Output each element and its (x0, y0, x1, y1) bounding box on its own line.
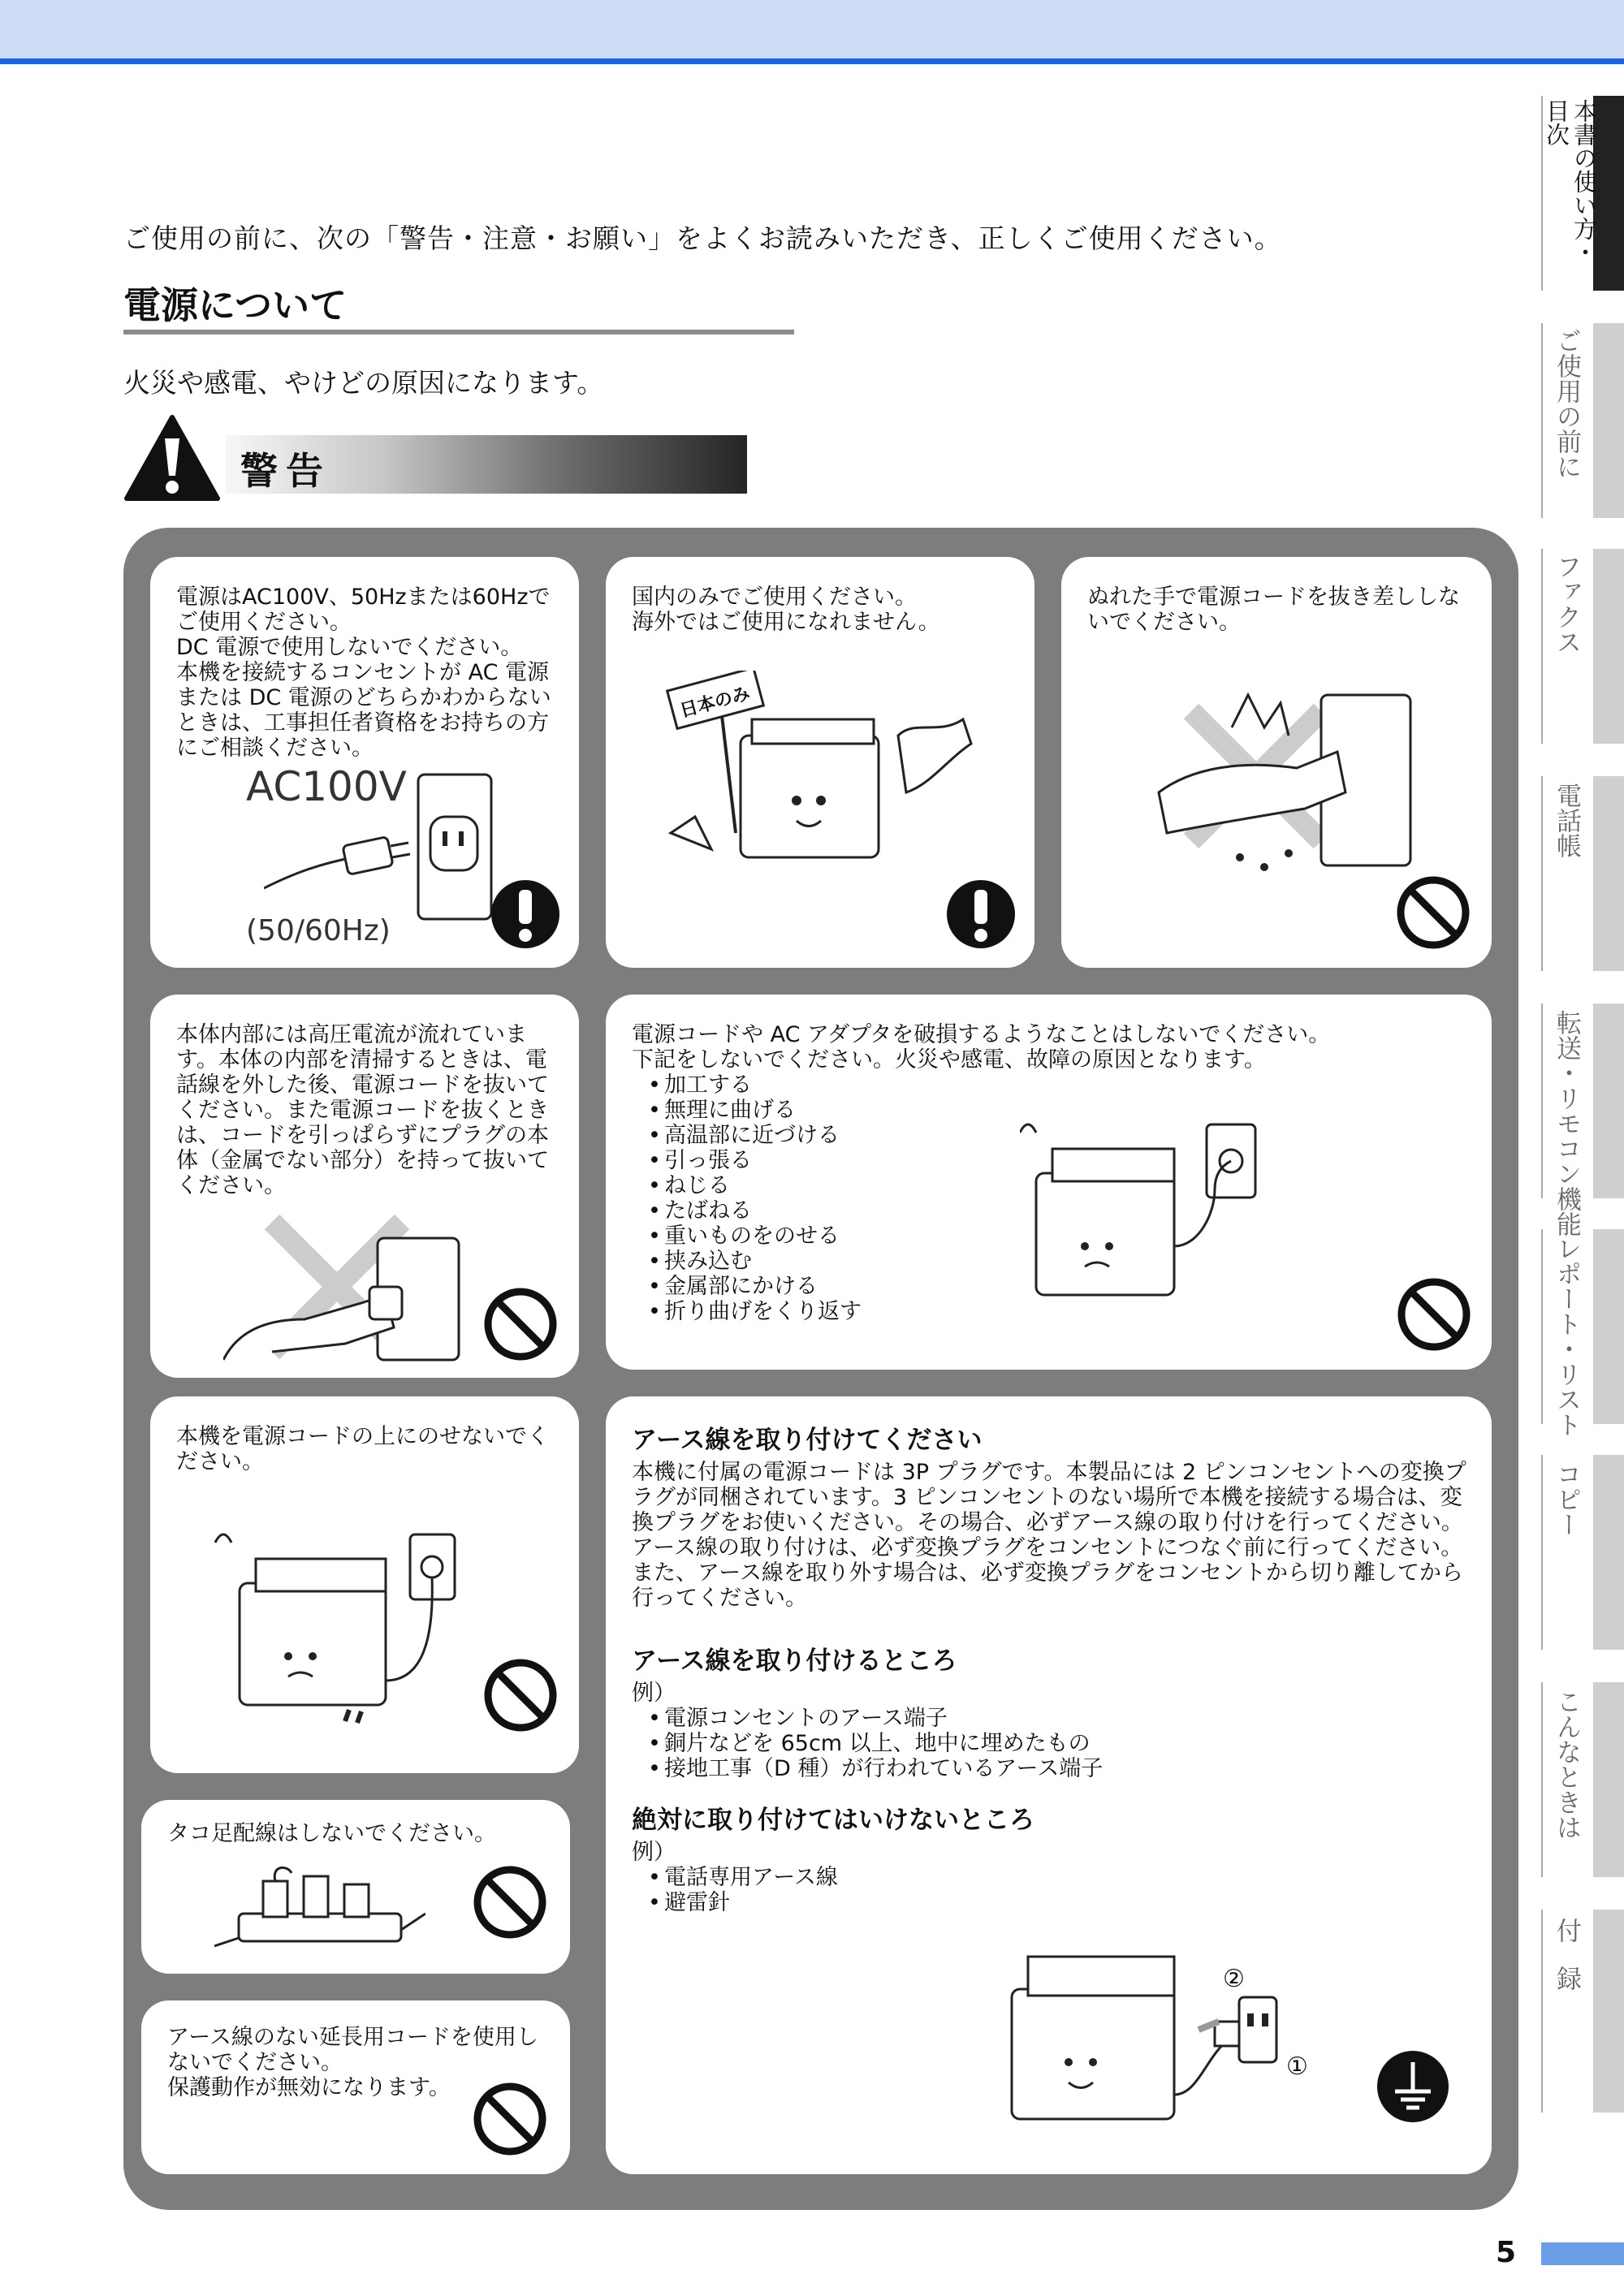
page-tab-bar (1541, 2242, 1624, 2265)
outlet-plug-illustration (264, 766, 499, 921)
list-item: • 銅片などを 65cm 以上、地中に埋めたもの (632, 1731, 1467, 1756)
card-line: 本機を電源コードの上にのせないでください。 (176, 1424, 549, 1474)
example-label: 例） (632, 1840, 676, 1865)
card-line: 保護動作が無効になります。 (167, 2075, 451, 2100)
volt-label: AC100V (246, 763, 407, 810)
warning-label: 警告 (240, 449, 331, 493)
earth-title: アース線を取り付けてください (632, 1426, 983, 1455)
tab-appendix[interactable] (1543, 1918, 1590, 2013)
card-line: タコ足配線はしないでください。 (167, 1821, 496, 1846)
card-domestic-only (606, 557, 1034, 968)
header-band (0, 0, 1624, 58)
tab-forward-remote[interactable] (1543, 1010, 1590, 1236)
warning-banner (226, 435, 747, 494)
tab-before-use[interactable] (1543, 328, 1590, 479)
card-cord-damage (606, 995, 1492, 1370)
card-power-voltage (150, 557, 579, 968)
card-wet-hands (1061, 557, 1492, 968)
printer-on-cord-illustration (207, 1518, 467, 1729)
card-line: 下記をしないでください。火災や感電、故障の原因となります。 (632, 1047, 1266, 1072)
prohibition-icon (1394, 874, 1472, 952)
card-line: 海外ではご使用になれません。 (632, 610, 940, 635)
card-earth-wire (606, 1396, 1492, 2174)
tab-fax[interactable] (1543, 554, 1590, 654)
section-underline (123, 330, 794, 334)
earth-where-title: アース線を取り付けるところ (632, 1646, 957, 1676)
earth-where-example (632, 1681, 1467, 1781)
list-item: • 重いものをのせる (632, 1224, 1471, 1249)
card-text (1087, 585, 1471, 635)
list-item: • 挟み込む (632, 1249, 1471, 1274)
list-item: • 金属部にかける (632, 1274, 1471, 1299)
mandatory-exclamation-icon (490, 878, 561, 950)
card-no-ground-extension (141, 2000, 570, 2174)
tab-how-to-use-contents[interactable] (1543, 99, 1598, 264)
tab-troubleshooting[interactable] (1543, 1689, 1590, 1840)
list-item: • 電源コンセントのアース端子 (632, 1706, 1467, 1731)
card-text (176, 585, 558, 761)
warning-triangle-icon (123, 414, 221, 502)
tab-label: 転送・リモコン機能 (1552, 1010, 1581, 1236)
list-item: • ねじる (632, 1173, 1471, 1198)
tab-marker (1593, 323, 1624, 518)
tab-label: ご使用の前に (1552, 328, 1581, 479)
tab-marker (1593, 776, 1624, 971)
list-item: • 折り曲げをくり返す (632, 1299, 1471, 1324)
card-text (632, 585, 1013, 635)
list-item: • 高温部に近づける (632, 1123, 1471, 1148)
card-line: アース線のない延長用コードを使用しないでください。 (167, 2025, 538, 2075)
card-line: DC 電源で使用しないでください。 (176, 635, 523, 660)
page-number: 5 (1496, 2236, 1517, 2269)
earth-connection-illustration (996, 1916, 1288, 2135)
tab-marker (1593, 549, 1624, 744)
prohibition-icon (471, 2080, 549, 2158)
tab-phonebook[interactable] (1543, 783, 1590, 858)
card-line: 電源コードや AC アダプタを破損するようなことはしないでください。 (632, 1022, 1331, 1047)
tab-marker (1593, 1229, 1624, 1424)
tab-label-line1: 本書の使い方・ (1570, 99, 1598, 264)
list-item: • 接地工事（D 種）が行われているアース端子 (632, 1756, 1467, 1781)
tab-label: こんなときは (1552, 1689, 1581, 1840)
section-subtitle: 火災や感電、やけどの原因になります。 (123, 367, 604, 399)
earth-never-example (632, 1840, 1467, 1915)
card-line: 国内のみでご使用ください。 (632, 585, 917, 610)
earth-where-list (632, 1706, 1467, 1781)
card-line: 本機を接続するコンセントが AC 電源または DC 電源のどちらかわからないときは、工事担任者資格をお持ちの方にご相談ください。 (176, 660, 551, 761)
list-item: • 避雷針 (632, 1890, 1467, 1915)
card-text (176, 1424, 558, 1474)
example-label: 例） (632, 1681, 676, 1706)
tab-label: コピー (1552, 1461, 1581, 1537)
header-rule (0, 58, 1624, 64)
card-octopus-wiring (141, 1800, 570, 1974)
tab-label: ファクス (1552, 554, 1581, 654)
pull-plug-illustration (223, 1206, 467, 1368)
card-text (176, 1022, 558, 1198)
prohibition-icon (1395, 1275, 1473, 1353)
card-text (167, 1821, 549, 1846)
tab-copy[interactable] (1543, 1461, 1590, 1537)
section-title: 電源について (123, 283, 348, 327)
card-line: ぬれた手で電源コードを抜き差ししないでください。 (1087, 585, 1460, 635)
tab-label-line2: 目次 (1543, 99, 1570, 146)
freq-label: (50/60Hz) (246, 914, 391, 947)
earth-body: 本機に付属の電源コードは 3P プラグです。本製品には 2 ピンコンセントへの変換プラグが同梱されています。3 ピンコンセントのない場所で本機を接続する場合は、変換プラグをお使いください。その場合、必ずアース線の取り付けを行ってください。アース線の取り付けは、必ず変換プラグをコンセントにつなぐ前に行ってください。また、アース線を取り外す場合は、必ず変換プラグをコンセントから切り離してから行ってください。 (632, 1460, 1466, 1611)
japan-only-sign: 日本のみ (677, 683, 753, 722)
card-line: 本体内部には高圧電流が流れています。本体の内部を清掃するときは、電話線を外した後、電源コードを抜いてください。また電源コードを抜くときは、コードを引っぱらずにプラグの本体（金属でない部分）を持って抜いてください。 (176, 1022, 549, 1198)
power-strip-illustration (214, 1865, 425, 1962)
list-item: • たばねる (632, 1198, 1471, 1224)
list-item: • 電話専用アース線 (632, 1865, 1467, 1890)
list-item: • 引っ張る (632, 1148, 1471, 1173)
list-item: • 無理に曲げる (632, 1098, 1471, 1123)
tab-label: 電話帳 (1552, 783, 1581, 858)
tab-label: レポート・リスト (1552, 1236, 1581, 1437)
earth-never-list (632, 1865, 1467, 1915)
prohibition-icon (482, 1285, 559, 1363)
earth-ground-icon (1376, 2049, 1450, 2124)
card-high-voltage (150, 995, 579, 1378)
intro-text: ご使用の前に、次の「警告・注意・お願い」をよくお読みいただき、正しくご使用ください。 (123, 222, 1282, 254)
prohibition-icon (482, 1656, 559, 1734)
card-no-printer-on-cord (150, 1396, 579, 1773)
earth-step-1: ① (1286, 2052, 1308, 2081)
list-item: • 加工する (632, 1072, 1471, 1098)
printer-cord-illustration (1020, 1116, 1263, 1311)
mandatory-exclamation-icon (945, 878, 1017, 950)
tab-marker (1593, 1003, 1624, 1198)
tab-marker (1593, 1682, 1624, 1877)
card-line: 電源はAC100V、50Hzまたは60Hzでご使用ください。 (176, 585, 551, 635)
tab-report-list[interactable] (1543, 1236, 1590, 1437)
wet-hand-outlet-illustration (1142, 679, 1419, 882)
tab-marker (1593, 1910, 1624, 2113)
earth-step-2: ② (1223, 1965, 1245, 1993)
prohibition-icon (471, 1863, 549, 1941)
tab-marker (1593, 1455, 1624, 1650)
earth-never-title: 絶対に取り付けてはいけないところ (632, 1806, 1034, 1835)
tab-label: 付録 (1552, 1918, 1581, 2013)
